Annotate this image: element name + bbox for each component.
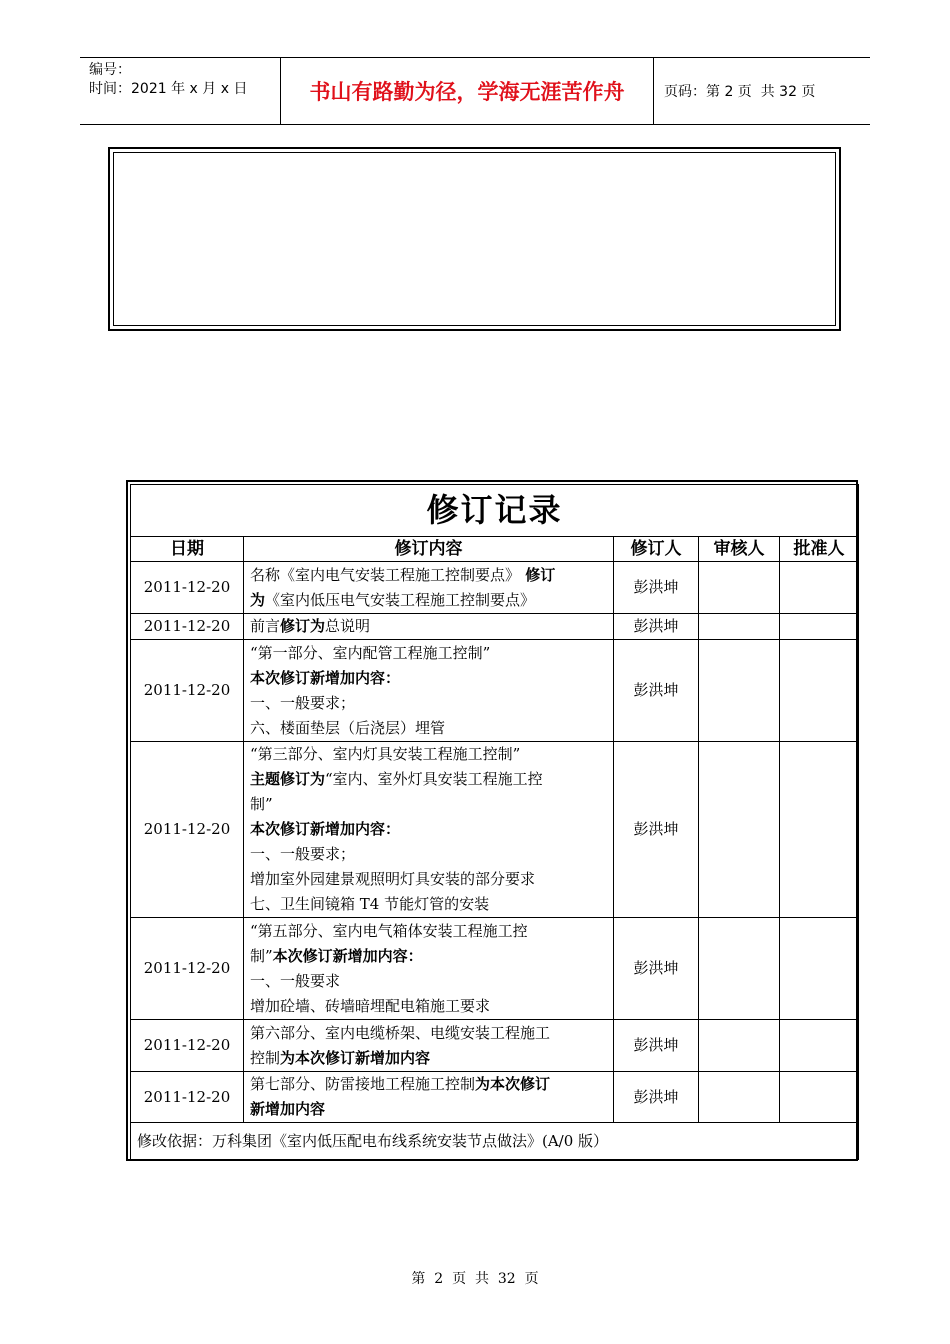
row-reviewer [699, 640, 780, 742]
column-header-content: 修订内容 [244, 537, 614, 562]
column-header-date: 日期 [131, 537, 244, 562]
content-line [250, 716, 607, 741]
content-line [250, 969, 607, 994]
content-line [250, 563, 607, 588]
content-text: 增加砼墙、砖墙暗埋配电箱施工要求 [250, 996, 491, 1015]
content-line [250, 641, 607, 666]
content-emphasis: 为 [250, 590, 266, 609]
row-date: 2011-12-20 [131, 1072, 244, 1123]
document-header [80, 57, 870, 125]
column-header-revised-by: 修订人 [614, 537, 699, 562]
content-line [250, 944, 607, 969]
row-approver [780, 1072, 859, 1123]
content-emphasis: 修订为 [280, 617, 326, 635]
content-line [250, 614, 607, 639]
content-emphasis: 新增加内容 [250, 1100, 326, 1118]
content-text: 六、楼面垫层（后浇层）埋管 [250, 718, 446, 737]
row-revised-by: 彭洪坤 [614, 640, 699, 742]
content-text: “室内、室外灯具安装工程施工控 [325, 770, 543, 788]
content-line [250, 817, 607, 842]
header-meta [80, 58, 281, 124]
content-line [250, 1097, 607, 1122]
revision-record-frame [126, 480, 858, 1161]
motto: 书山有路勤为径，学海无涯苦作舟 [281, 58, 654, 124]
content-emphasis: 本次修订新增加内容： [250, 668, 401, 687]
content-emphasis: 本次修订新增加内容： [272, 946, 423, 965]
row-reviewer [699, 1072, 780, 1123]
row-revised-by: 彭洪坤 [614, 1020, 699, 1072]
content-line [250, 867, 607, 892]
row-content [244, 640, 614, 742]
content-text: 一、一般要求 [250, 971, 341, 990]
row-approver [780, 918, 859, 1020]
content-line [250, 1046, 607, 1071]
row-revised-by: 彭洪坤 [614, 742, 699, 918]
row-approver [780, 614, 859, 640]
row-date: 2011-12-20 [131, 1020, 244, 1072]
revision-basis: 修改依据：万科集团《室内低压配电布线系统安装节点做法》(A/0 版） [131, 1123, 859, 1160]
content-line [250, 892, 607, 917]
column-header-approver: 批准人 [780, 537, 859, 562]
content-text: 制” [250, 946, 273, 965]
content-text: 一、一般要求； [250, 693, 356, 712]
content-text: “第五部分、室内电气箱体安装工程施工控 [250, 921, 528, 940]
content-line [250, 919, 607, 944]
content-text: 总说明 [325, 617, 371, 635]
content-emphasis: 本次修订新增加内容： [250, 820, 401, 838]
content-text: 《室内低压电气安装工程施工控制要点》 [265, 590, 536, 609]
page-info [654, 58, 870, 124]
table-row [131, 918, 859, 1020]
row-date: 2011-12-20 [131, 614, 244, 640]
row-content [244, 1020, 614, 1072]
content-line [250, 666, 607, 691]
content-line [250, 994, 607, 1019]
row-reviewer [699, 614, 780, 640]
content-line [250, 1072, 607, 1097]
content-line [250, 588, 607, 613]
row-revised-by: 彭洪坤 [614, 1072, 699, 1123]
row-revised-by: 彭洪坤 [614, 614, 699, 640]
row-revised-by: 彭洪坤 [614, 918, 699, 1020]
content-text: 七、卫生间镜箱 T4 节能灯管的安装 [250, 895, 490, 913]
content-text: 一、一般要求； [250, 845, 356, 863]
content-emphasis: 为本次修订新增加内容 [280, 1048, 431, 1067]
row-content [244, 614, 614, 640]
row-date: 2011-12-20 [131, 640, 244, 742]
content-line [250, 842, 607, 867]
page-footer: 第 2 页 共 32 页 [411, 1271, 539, 1287]
content-emphasis: 主题修订为 [250, 770, 326, 788]
row-reviewer [699, 562, 780, 614]
content-text: 名称《室内电气安装工程施工控制要点》 [250, 565, 521, 584]
row-content [244, 1072, 614, 1123]
content-emphasis: 修订 [520, 565, 556, 584]
row-approver [780, 1020, 859, 1072]
row-content [244, 562, 614, 614]
time-label: 时间：2021 年 x 月 x 日 [89, 81, 248, 97]
row-date: 2011-12-20 [131, 918, 244, 1020]
row-revised-by: 彭洪坤 [614, 562, 699, 614]
content-text: 增加室外园建景观照明灯具安装的部分要求 [250, 870, 536, 888]
table-row [131, 1020, 859, 1072]
table-row [131, 562, 859, 614]
table-row [131, 614, 859, 640]
content-text: “第三部分、室内灯具安装工程施工控制” [250, 745, 521, 763]
row-content [244, 918, 614, 1020]
content-text: “第一部分、室内配管工程施工控制” [250, 643, 491, 662]
table-title: 修订记录 [131, 485, 859, 537]
content-text: 制” [250, 795, 273, 813]
content-line [250, 792, 607, 817]
row-reviewer [699, 1020, 780, 1072]
revision-rows [131, 562, 859, 1123]
table-row [131, 640, 859, 742]
content-text: 第七部分、防雷接地工程施工控制 [250, 1075, 476, 1093]
row-approver [780, 562, 859, 614]
content-text: 控制 [250, 1048, 281, 1067]
revision-record-table [130, 484, 859, 1160]
column-header-reviewer: 审核人 [699, 537, 780, 562]
column-header-row [131, 537, 859, 562]
content-text: 前言 [250, 617, 281, 635]
page-info-text: 页码：第 2 页 共 32 页 [664, 84, 816, 100]
content-line [250, 1021, 607, 1046]
content-line [250, 691, 607, 716]
row-approver [780, 640, 859, 742]
number-label: 编号： [89, 62, 131, 78]
content-line [250, 742, 607, 767]
row-reviewer [699, 742, 780, 918]
row-reviewer [699, 918, 780, 1020]
row-approver [780, 742, 859, 918]
row-date: 2011-12-20 [131, 742, 244, 918]
table-row [131, 1072, 859, 1123]
row-content [244, 742, 614, 918]
content-line [250, 767, 607, 792]
empty-frame-box [108, 147, 841, 331]
table-row [131, 742, 859, 918]
row-date: 2011-12-20 [131, 562, 244, 614]
content-emphasis: 为本次修订 [475, 1075, 551, 1093]
content-text: 第六部分、室内电缆桥架、电缆安装工程施工 [250, 1023, 551, 1042]
empty-frame-inner [113, 152, 836, 326]
